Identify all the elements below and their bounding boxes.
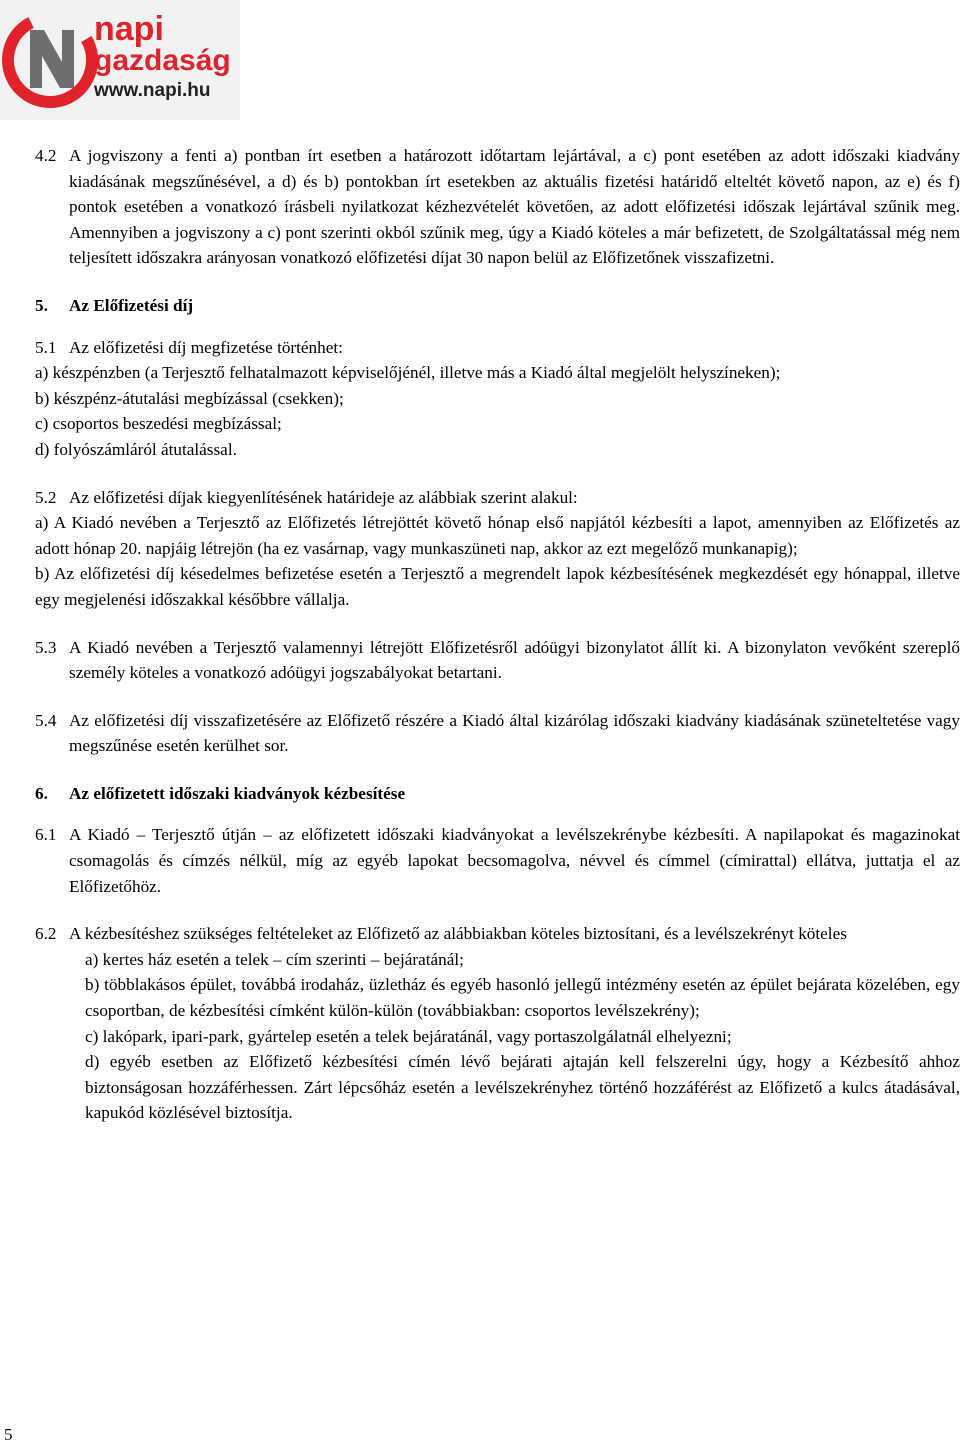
section-5-3	[35, 635, 960, 686]
section-text: A Kiadó – Terjesztő útján – az előfizetett időszaki kiadványokat a levélszekrénybe kézbesíti. A napilapokat és magazinokat csomagolás és címzés nélkül, míg az egyéb lapokat becsomagolva, névvel és címmel (címirattal) ellátva, juttatja el az Előfizetőhöz.	[69, 825, 960, 896]
section-number: 5.1	[35, 337, 57, 357]
section-number: 5.4	[35, 710, 57, 730]
list-item: a) A Kiadó nevében a Terjesztő az Előfizetés létrejöttét követő hónap első napjától kézbesíti a lapot, amennyiben az Előfizetés az adott hónap 20. napjáig létrejön (ha ez vasárnap, vagy munkaszüneti nap, akkor az ezt megelőző munkanapig);	[35, 513, 960, 558]
section-5-1	[35, 335, 960, 463]
list-item: c) lakópark, ipari-park, gyártelep esetén a telek bejáratánál, vagy portaszolgálatnál elhelyezni;	[85, 1026, 732, 1046]
heading-5	[35, 293, 960, 319]
heading-6	[35, 781, 960, 807]
section-text: A kézbesítéshez szükséges feltételeket az Előfizető az alábbiakban köteles biztosítani, és a levélszekrényt köteles	[69, 924, 847, 944]
section-number: 6.1	[35, 825, 57, 845]
section-4-2	[35, 143, 960, 271]
section-6-2	[35, 921, 960, 1126]
list-item: b) készpénz-átutalási megbízással (csekken);	[35, 388, 344, 408]
list-item: c) csoportos beszedési megbízással;	[35, 414, 282, 434]
napi-gazdasag-logo	[0, 0, 240, 120]
section-number: 6.2	[35, 924, 57, 944]
list-item: d) egyéb esetben az Előfizető kézbesítési címén lévő bejárati ajtaján kell felszerelni úgy, hogy a Kézbesítő ahhoz biztonságosan hozzáférhessen. Zárt lépcsőház esetén a levélszekrényhez történő hozzáférést az Előfizető a kulcs átadásával, kapukód közlésével biztosítja.	[85, 1052, 960, 1123]
section-number: 5.2	[35, 487, 57, 507]
section-number: 4.2	[35, 146, 57, 165]
section-text: A Kiadó nevében a Terjesztő valamennyi létrejött Előfizetésről adóügyi bizonylatot állít ki. A bizonylaton vevőként szereplő személy köteles a vonatkozó adóügyi jogszabályokat betartani.	[69, 637, 960, 683]
page-number: 5	[4, 1425, 13, 1444]
list-item: a) készpénzben (a Terjesztő felhatalmazott képviselőjénél, illetve más a Kiadó által megjelölt helyszíneken);	[35, 363, 781, 383]
section-5-2	[35, 485, 960, 613]
section-5-1-intro	[35, 335, 960, 361]
section-6-1	[35, 822, 960, 899]
list-item: a) kertes ház esetén a telek – cím szerinti – bejáratánál;	[85, 949, 464, 969]
logo-url: www.napi.hu	[94, 80, 211, 101]
logo-brand-line2: gazdaság	[94, 44, 231, 77]
heading-title: Az előfizetett időszaki kiadványok kézbesítése	[69, 783, 406, 803]
section-number: 5.3	[35, 637, 57, 657]
heading-title: Az Előfizetési díj	[69, 295, 194, 315]
document-body	[35, 143, 960, 1126]
list-item: b) Az előfizetési díj késedelmes befizetése esetén a Terjesztő a megrendelt lapok kézbesítésének megkezdését egy hónappal, illetve egy megjelenési időszakkal későbbre vállalja.	[35, 564, 960, 609]
section-5-2-intro	[35, 485, 960, 511]
heading-number: 6.	[35, 783, 48, 803]
section-text: Az előfizetési díjak kiegyenlítésének határideje az alábbiak szerint alakul:	[69, 487, 578, 507]
section-5-4	[35, 708, 960, 759]
section-text: Az előfizetési díj visszafizetésére az Előfizető részére a Kiadó által kizárólag időszaki kiadvány kiadásának szüneteltetése vagy megszűnése esetén kerülhet sor.	[69, 710, 960, 756]
list-item: b) többlakásos épület, továbbá irodaház, üzletház és egyéb hasonló jellegű intézmény esetén az épület bejárata közelében, egy csoportban, de kézbesítési címként külön-külön (továbbiakban: csoportos levélszekrény);	[85, 975, 960, 1021]
logo-brand-line1: napi	[94, 10, 164, 48]
section-text: Az előfizetési díj megfizetése történhet:	[69, 337, 343, 357]
list-item: d) folyószámláról átutalással.	[35, 439, 237, 459]
section-text: A jogviszony a fenti a) pontban írt esetben a határozott időtartam lejártával, a c) pont esetében az adott időszaki kiadvány kiadásának megszűnésével, a d) és b) pontokban írt esetekben az aktuális fizetési határidő elteltét követő napon, az e) és f) pontok esetében a vonatkozó írásbeli nyilatkozat kézhezvételét követően, az adott előfizetési időszak lejártával szűnik meg. Amennyiben a jogviszony a c) pont szerinti okból szűnik meg, úgy a Kiadó köteles a már befizetett, de Szolgáltatással még nem teljesített időszakra arányosan vonatkozó előfizetési díjat 30 napon belül az Előfizetőnek visszafizetni.	[69, 146, 960, 268]
heading-number: 5.	[35, 295, 48, 315]
